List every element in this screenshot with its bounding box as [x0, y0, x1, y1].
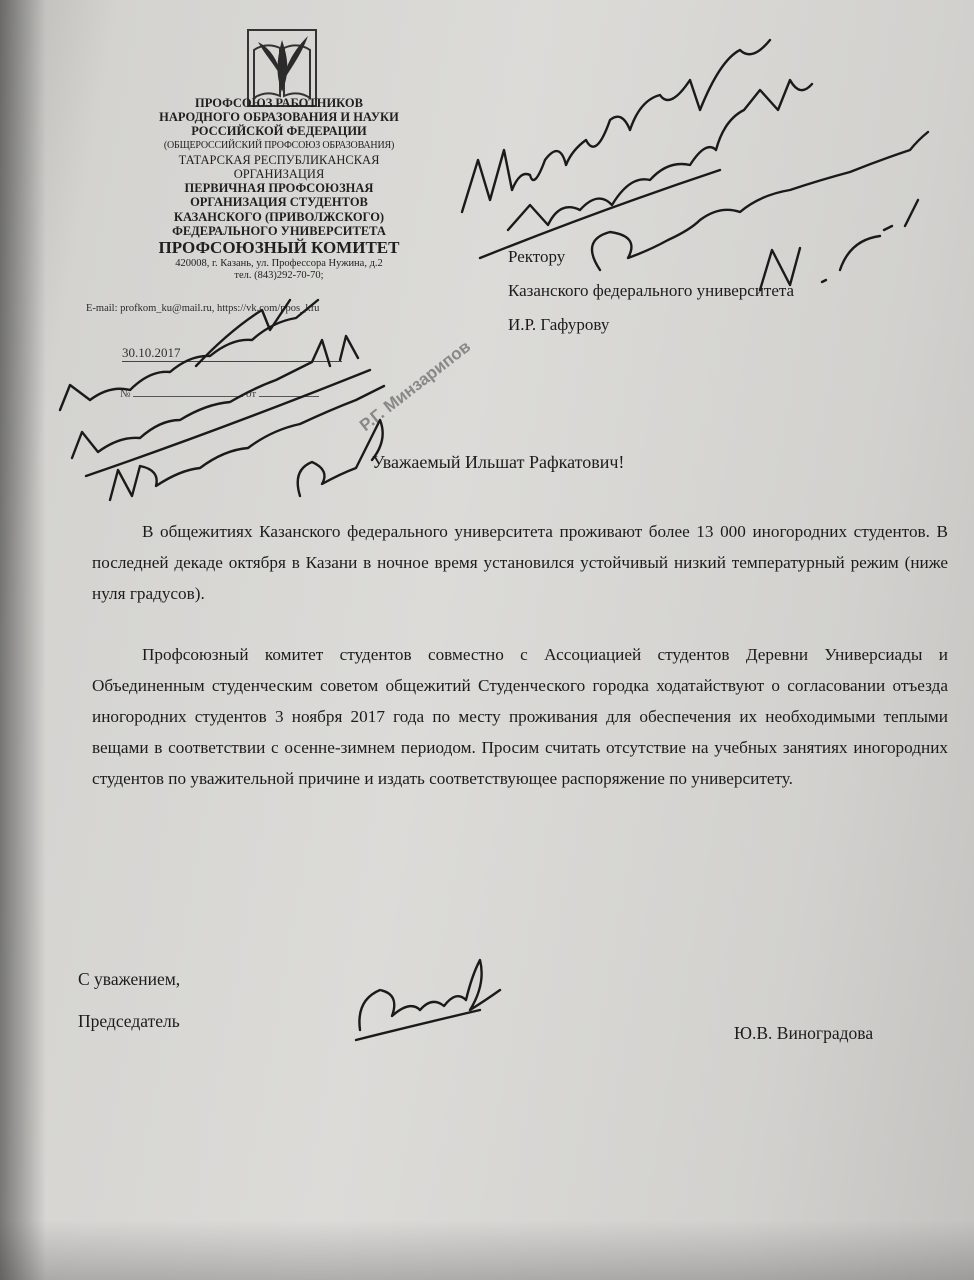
page-shadow-left — [0, 0, 46, 1280]
stamp-text: Р.Г. Минзарипов — [356, 336, 475, 435]
letterhead-line: ПРОФСОЮЗ РАБОТНИКОВ — [194, 96, 363, 110]
body-paragraph-1: В общежитиях Казанского федерального университета проживают более 13 000 иногородних студентов. В последней декаде октября в Казани в ночное время установился устойчивый низкий температурный режим (ниже нуля градусов). — [92, 522, 948, 603]
number-label: № — [120, 388, 131, 400]
letterhead-line: ТАТАРСКАЯ РЕСПУБЛИКАНСКАЯ — [178, 152, 380, 167]
letter-number — [120, 388, 340, 400]
page-shadow-bottom — [0, 1220, 974, 1280]
from-label: от — [246, 388, 257, 400]
letterhead-line: ОРГАНИЗАЦИЯ — [233, 167, 325, 182]
salutation: Уважаемый Ильшат Рафкатович! — [372, 452, 625, 472]
letterhead-line: ОРГАНИЗАЦИЯ СТУДЕНТОВ — [190, 195, 368, 210]
signer-name: Ю.В. Виноградова — [734, 1023, 874, 1043]
letterhead-email: E-mail: profkom_ku@mail.ru, https://vk.com/ppos_kfu — [86, 303, 320, 314]
handwriting-stroke — [508, 80, 812, 230]
addressee-name: И.Р. Гафурову — [508, 315, 610, 334]
letterhead-line: НАРОДНОГО ОБРАЗОВАНИЯ И НАУКИ — [159, 110, 399, 125]
letterhead-line: КАЗАНСКОГО (ПРИВОЛЖСКОГО) — [173, 209, 385, 224]
addressee-title: Ректору — [508, 247, 566, 266]
handwriting-stroke — [359, 960, 500, 1030]
handwriting-stroke — [110, 386, 384, 500]
body-paragraph-2: Профсоюзный комитет студентов совместно с Ассоциацией студентов Деревни Универсиады и Объединенным студенческим советом общежитий Студенческого городка ходатайствуют о согласовании отъезда иногородних студентов 3 ноября 2017 года по месту проживания для обеспечения их необходимыми теплыми вещами в соответствии с осенне-зимнем периодом. Просим считать отсутствие на учебных занятиях иногородних студентов по уважительной причине и издать соответствующее распоряжение по университету. — [92, 645, 948, 788]
letterhead-line: ФЕДЕРАЛЬНОГО УНИВЕРСИТЕТА — [172, 223, 386, 238]
addressee-organization: Казанского федерального университета — [508, 281, 795, 300]
handwriting-stroke — [462, 40, 770, 212]
letterhead — [104, 96, 454, 282]
letterhead-address: 420008, г. Казань, ул. Профессора Нужина, д.2 — [175, 258, 383, 270]
letterhead-line: ПЕРВИЧНАЯ ПРОФСОЮЗНАЯ — [184, 181, 374, 196]
addressee-block — [508, 240, 928, 342]
letter-date: 30.10.2017 — [122, 345, 342, 362]
handwriting-stroke — [356, 1010, 480, 1040]
letterhead-line: РОССИЙСКОЙ ФЕДЕРАЦИИ — [191, 124, 367, 139]
closing-position: Председатель — [78, 1011, 180, 1031]
closing-regards: С уважением, — [78, 969, 181, 989]
letterhead-phone: тел. (843)292-70-70; — [234, 270, 324, 282]
committee-title: ПРОФСОЮЗНЫЙ КОМИТЕТ — [158, 238, 400, 258]
closing-block — [78, 958, 180, 1042]
handwriting-stroke — [86, 370, 370, 476]
letterhead-line: (ОБЩЕРОССИЙСКИЙ ПРОФСОЮЗ ОБРАЗОВАНИЯ) — [163, 139, 395, 151]
